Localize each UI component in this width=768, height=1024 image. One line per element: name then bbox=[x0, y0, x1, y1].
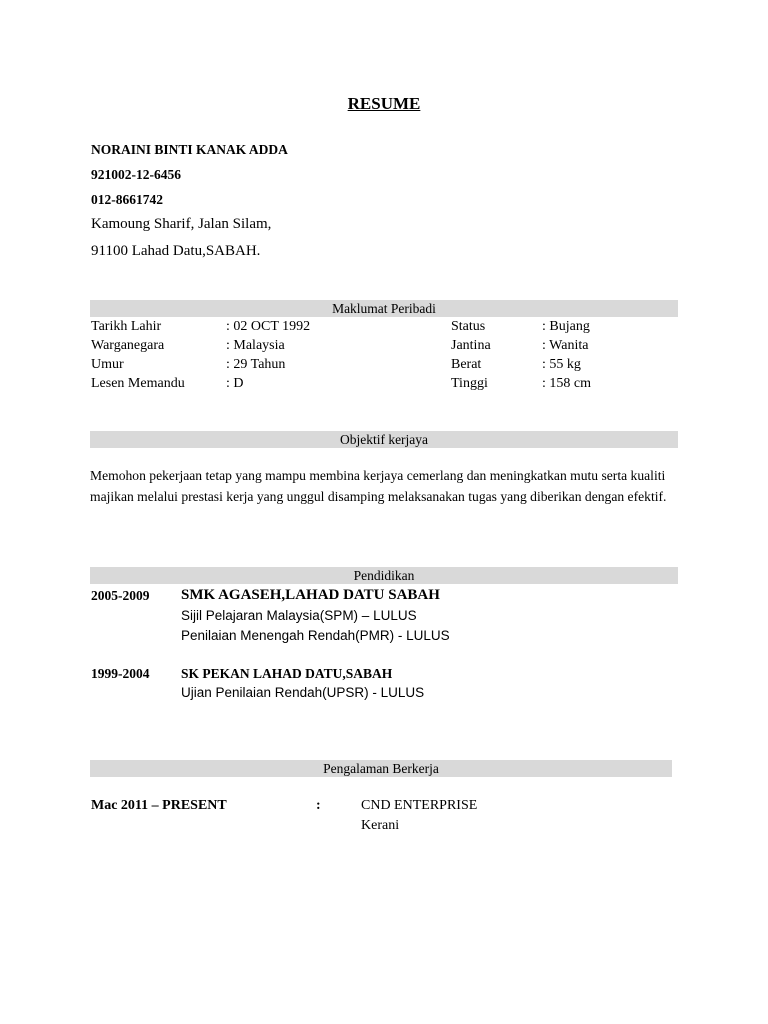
personal-value: : Wanita bbox=[542, 338, 589, 353]
personal-label: Tarikh Lahir bbox=[91, 319, 162, 334]
personal-label: Status bbox=[451, 319, 486, 334]
section-header-experience: Pengalaman Berkerja bbox=[90, 760, 672, 777]
page-title: RESUME bbox=[347, 94, 421, 113]
personal-value: : 02 OCT 1992 bbox=[226, 319, 311, 334]
ic-number: 921002-12-6456 bbox=[91, 167, 181, 182]
address-line-1: Kamoung Sharif, Jalan Silam, bbox=[91, 216, 272, 232]
section-header-objective: Objektif kerjaya bbox=[90, 431, 678, 448]
personal-label: Umur bbox=[91, 357, 124, 372]
experience-company: CND ENTERPRISE bbox=[361, 798, 478, 813]
experience-position: Kerani bbox=[361, 818, 400, 833]
personal-label: Lesen Memandu bbox=[91, 376, 185, 391]
section-header-personal: Maklumat Peribadi bbox=[90, 300, 678, 317]
section-header-education: Pendidikan bbox=[90, 567, 678, 584]
phone-number: 012-8661742 bbox=[91, 192, 163, 207]
personal-value: : 55 kg bbox=[542, 357, 581, 372]
personal-value: : 158 cm bbox=[542, 376, 591, 391]
education-years: 2005-2009 bbox=[91, 588, 150, 603]
personal-value: : Bujang bbox=[542, 319, 590, 334]
education-detail: Sijil Pelajaran Malaysia(SPM) – LULUS bbox=[181, 608, 417, 623]
personal-value: : Malaysia bbox=[226, 338, 285, 353]
personal-value: : 29 Tahun bbox=[226, 357, 286, 372]
experience-separator: : bbox=[316, 798, 321, 813]
applicant-name: NORAINI BINTI KANAK ADDA bbox=[91, 142, 288, 157]
experience-period: Mac 2011 – PRESENT bbox=[91, 798, 227, 813]
personal-value: : D bbox=[226, 376, 244, 391]
education-school: SMK AGASEH,LAHAD DATU SABAH bbox=[181, 587, 440, 603]
personal-label: Jantina bbox=[451, 338, 491, 353]
education-school: SK PEKAN LAHAD DATU,SABAH bbox=[181, 666, 393, 681]
personal-label: Berat bbox=[451, 357, 482, 372]
address-line-2: 91100 Lahad Datu,SABAH. bbox=[91, 243, 261, 259]
education-detail: Ujian Penilaian Rendah(UPSR) - LULUS bbox=[181, 685, 425, 700]
education-years: 1999-2004 bbox=[91, 666, 150, 681]
objective-text: Memohon pekerjaan tetap yang mampu membina kerjaya cemerlang dan meningkatkan mutu serta kualiti majikan melalui prestasi kerja yang unggul disamping melaksanakan tugas yang diberikan dengan efektif. bbox=[90, 468, 667, 504]
personal-label: Tinggi bbox=[451, 376, 488, 391]
education-detail: Penilaian Menengah Rendah(PMR) - LULUS bbox=[181, 628, 450, 643]
personal-label: Warganegara bbox=[91, 338, 165, 353]
